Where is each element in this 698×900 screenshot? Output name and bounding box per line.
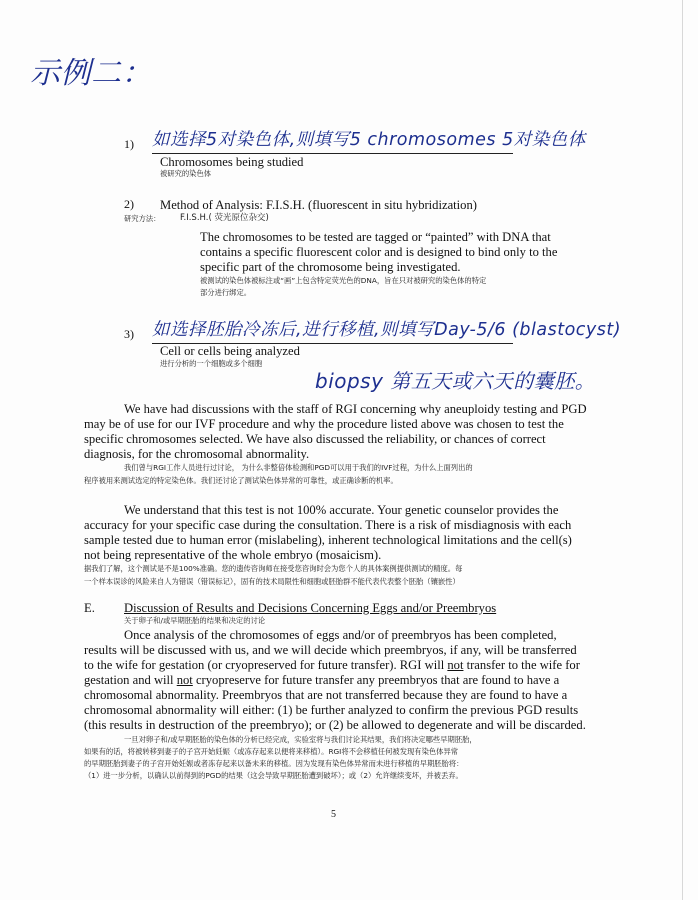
section-e-line-3-not: not xyxy=(447,658,464,672)
section-e-cn-line-3: 的早期胚胎到妻子的子宫开始妊娠或者冻存起来以备未来的移植。因为发现有染色体异常而未进行移植的早期胚胎将： xyxy=(84,759,464,768)
item-2-number: 2) xyxy=(124,197,134,211)
item-3-handwriting-line-1: 如选择胚胎冷冻后,进行移植,则填写Day-5/6 (blastocyst) xyxy=(152,320,622,340)
item-2-body-line-3: specific part of the chromosome being investigated. xyxy=(200,260,461,274)
item-1-blank-line xyxy=(152,153,513,154)
item-2-body-line-1: The chromosomes to be tested are tagged or “painted” with DNA that xyxy=(200,230,551,244)
page-number: 5 xyxy=(331,809,336,820)
item-3-label-cn: 进行分析的一个细胞或多个细胞 xyxy=(160,359,263,368)
item-1-label: Chromosomes being studied xyxy=(160,155,304,169)
section-e-line-1: Once analysis of the chromosomes of eggs and/or of preembryos has been completed, xyxy=(124,628,557,642)
section-e-cn-line-4: （1）进一步分析，以确认以前得到的PGD的结果（这会导致早期胚胎遭到破坏）；或（2）允许继续变坏，并被丢弃。 xyxy=(84,771,463,780)
item-2-heading-cn-value: F.I.S.H.( 荧光原位杂交) xyxy=(180,213,269,223)
para-1-line-4: diagnosis, for the chromosomal abnormality. xyxy=(84,447,310,461)
section-e-line-5: chromosomal abnormality. Preembryos that are not transferred because they are found to have a xyxy=(84,688,568,702)
para-2-cn-line-2: 一个样本误诊的风险来自人为错误（错误标记），固有的技术局限性和细胞或胚胎群不能代表代表整个胚胎（镶嵌性） xyxy=(84,577,460,586)
item-2-body-cn-line-2: 部分进行绑定。 xyxy=(200,288,252,297)
para-1-line-3: specific chromosomes selected. We have also discussed the reliability, or chances of correct xyxy=(84,432,546,446)
item-3-number: 3) xyxy=(124,327,134,341)
para-2-line-2: accuracy for your specific case during the consultation. There is a risk of misdiagnosis with each xyxy=(84,518,572,532)
item-2-body-line-2: contains a specific fluorescent color and is designed to bind only to the xyxy=(200,245,558,259)
item-2-body-cn-line-1: 被测试的染色体被标注或“画”上包含特定荧光色的DNA，旨在只对被研究的染色体的特定 xyxy=(200,276,487,285)
section-e-line-3-end: transfer to the wife for xyxy=(466,658,580,672)
section-e-line-6: chromosomal abnormality will either: (1) be further analyzed to confirm the previous PGD results xyxy=(84,703,579,717)
section-e-line-4-not: not xyxy=(176,673,193,687)
item-2-heading-cn-label: 研究方法： xyxy=(124,214,161,223)
section-e-letter: E. xyxy=(84,601,95,615)
section-e-cn-line-1: 一旦对卵子和/或早期胚胎的染色体的分析已经完成，实验室将与我们讨论其结果，我们将决定哪些早期胚胎， xyxy=(124,735,477,744)
para-2-line-3: sample tested due to human error (mislabeling), inherent technological limitations and the cell(s) xyxy=(84,533,572,547)
section-e-line-4-start: gestation and will xyxy=(84,673,174,687)
item-2-heading: Method of Analysis: F.I.S.H. (fluorescent in situ hybridization) xyxy=(160,198,477,212)
para-2-cn-line-1: 据我们了解，这个测试是不是100%准确。您的遗传咨询师在接受您咨询时会为您个人的具体案例提供测试的精度。每 xyxy=(84,564,463,573)
section-e-line-2: results will be discussed with us, and we will decide which preembryos, if any, will be transferred xyxy=(84,643,577,657)
para-2-line-1: We understand that this test is not 100% accurate. Your genetic counselor provides the xyxy=(124,503,559,517)
section-e-heading-cn: 关于卵子和/或早期胚胎的结果和决定的讨论 xyxy=(124,616,266,625)
section-e-line-3 xyxy=(84,658,580,673)
item-1-handwriting: 如选择5对染色体,则填写5 chromosomes 5对染色体 xyxy=(152,130,586,150)
item-3-label: Cell or cells being analyzed xyxy=(160,344,300,358)
section-e-line-3-text: to the wife for gestation (or cryopreserved for future transfer). RGI will xyxy=(84,658,445,672)
page-edge-line xyxy=(682,0,683,900)
handwritten-title: 示例二： xyxy=(30,56,152,91)
section-e-heading: Discussion of Results and Decisions Concerning Eggs and/or Preembryos xyxy=(124,601,497,615)
item-3-handwriting-line-2: biopsy 第五天或六天的囊胚。 xyxy=(315,369,596,393)
section-e-cn-line-2: 如果有的话，将被转移到妻子的子宫开始妊娠（或冻存起来以便将来移植）。RGI将不会移植任何被发现有染色体异常 xyxy=(84,747,459,756)
para-1-line-2: may be of use for our IVF procedure and why the procedure listed above was chosen to test the xyxy=(84,417,564,431)
para-1-cn-line-1: 我们曾与RGI工作人员进行过讨论， 为什么非整倍体检测和PGD可以用于我们的IVF过程，为什么上面列出的 xyxy=(124,463,473,472)
para-1-cn-line-2: 程序被用来测试选定的特定染色体。我们还讨论了测试染色体异常的可靠性，或正确诊断的机率。 xyxy=(84,476,398,485)
section-e-line-4-end: cryopreserve for future transfer any preembryos that are found to have a xyxy=(195,673,560,687)
item-1-label-cn: 被研究的染色体 xyxy=(160,169,212,178)
section-e-line-4 xyxy=(84,673,559,688)
para-2-line-4: not being representative of the whole embryo (mosaicism). xyxy=(84,548,382,562)
item-1-number: 1) xyxy=(124,137,134,151)
para-1-line-1: We have had discussions with the staff of RGI concerning why aneuploidy testing and PGD xyxy=(124,402,587,416)
section-e-line-7: (this results in destruction of the preembryo); or (2) be allowed to degenerate and will be discarded. xyxy=(84,718,586,732)
